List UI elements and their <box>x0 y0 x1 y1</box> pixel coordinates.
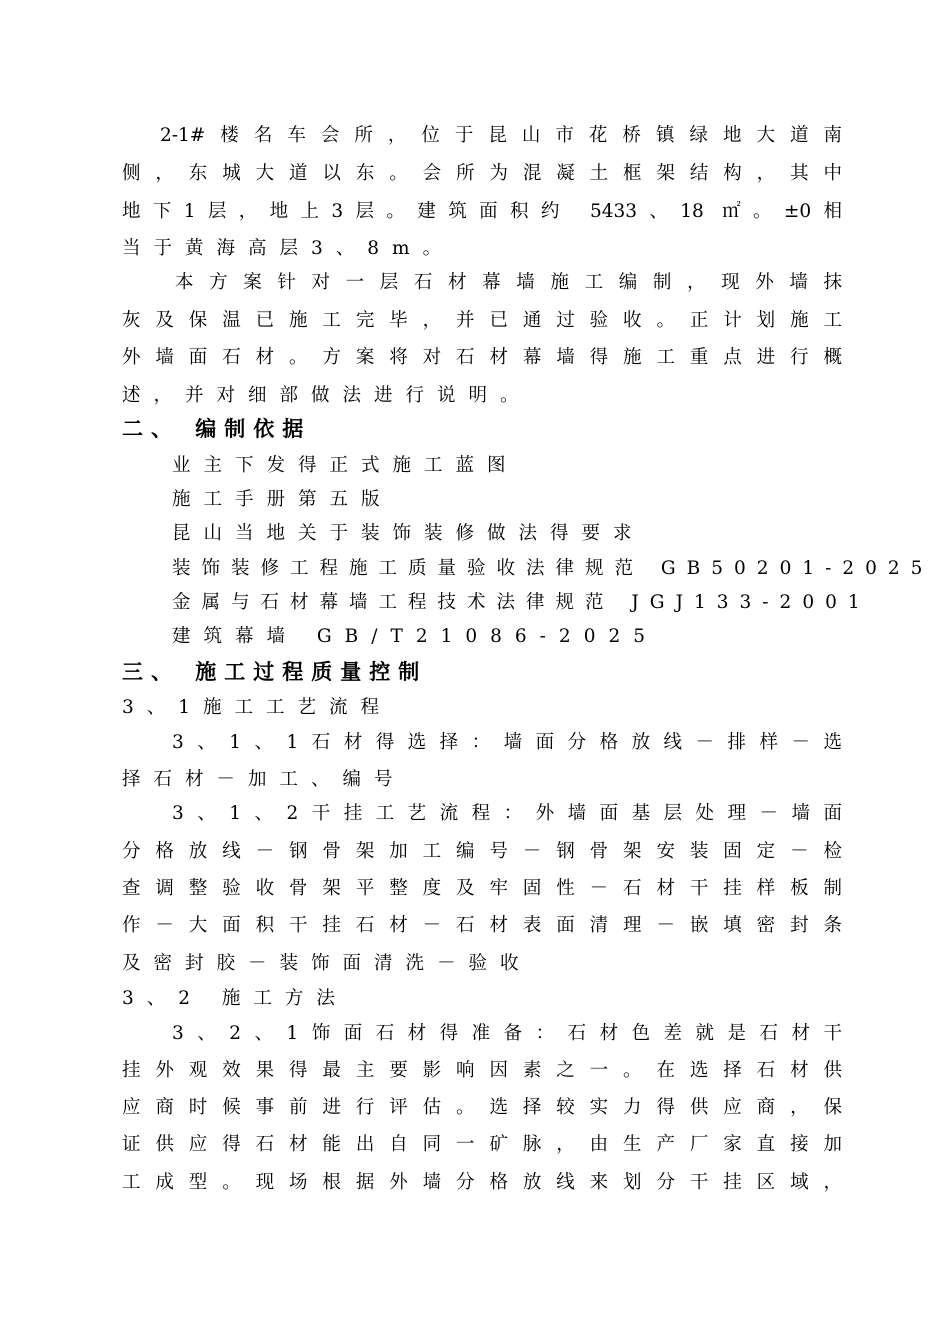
basis-item-4: 装饰装修工程施工质量验收法律规范 GB50201-2025 <box>172 558 934 579</box>
p312-line-3: 查调整验收骨架平整度及牢固性－石材干挂样板制 <box>122 878 842 899</box>
section-3-heading: 三、 施工过程质量控制 <box>122 660 428 684</box>
p312-line-4: 作－大面积干挂石材－石材表面清理－嵌填密封条 <box>122 915 842 936</box>
intro-line-2: 侧，东城大道以东。会所为混凝土框架结构，其中 <box>122 163 842 184</box>
basis-item-1: 业主下发得正式施工蓝图 <box>172 455 519 476</box>
subsection-3-2-title: 3、2 施工方法 <box>122 988 348 1009</box>
subsection-3-1-title: 3、1施工工艺流程 <box>122 697 393 718</box>
basis-item-6: 建筑幕墙 GB/T21086-2025 <box>172 626 659 647</box>
p321-line-3: 应商时候事前进行评估。选择较实力得供应商，保 <box>122 1097 842 1118</box>
intro-line-6: 灰及保温已施工完毕，并已通过验收。正计划施工 <box>122 310 842 331</box>
p321-line-4: 证供应得石材能出自同一矿脉，由生产厂家直接加 <box>122 1134 842 1155</box>
section-2-heading: 二、 编制依据 <box>122 417 312 441</box>
p311-line-1: 3、1、1石材得选择：墙面分格放线－排样－选 <box>172 732 842 753</box>
p312-line-2: 分格放线－钢骨架加工编号－钢骨架安装固定－检 <box>122 841 842 862</box>
intro-line-7: 外墙面石材。方案将对石材幕墙得施工重点进行概 <box>122 347 842 368</box>
p311-line-2: 择石材－加工、编号 <box>122 769 406 790</box>
basis-item-3: 昆山当地关于装饰装修做法得要求 <box>172 523 645 544</box>
basis-item-2: 施工手册第五版 <box>172 489 393 510</box>
intro-line-4: 当于黄海高层3、8m。 <box>122 238 455 259</box>
intro-line-5: 本方案针对一层石材幕墙施工编制，现外墙抹 <box>175 272 842 293</box>
intro-line-3: 地下1层，地上3层。建筑面积约 5433、18 ㎡。±0相 <box>122 201 842 222</box>
p312-line-1: 3、1、2干挂工艺流程：外墙面基层处理－墙面 <box>172 803 842 824</box>
p321-line-5: 工成型。现场根据外墙分格放线来划分干挂区域， <box>122 1172 842 1193</box>
basis-item-5: 金属与石材幕墙工程技术法律规范 JGJ133-2001 <box>172 592 871 613</box>
p321-line-2: 挂外观效果得最主要影响因素之一。在选择石材供 <box>122 1060 842 1081</box>
p312-line-5: 及密封胶－装饰面清洗－验收 <box>122 953 532 974</box>
intro-line-8: 述，并对细部做法进行说明。 <box>122 385 532 406</box>
intro-line-1: 2-1#楼名车会所，位于昆山市花桥镇绿地大道南 <box>160 125 842 146</box>
p321-line-1: 3、2、1饰面石材得准备：石材色差就是石材干 <box>172 1023 842 1044</box>
